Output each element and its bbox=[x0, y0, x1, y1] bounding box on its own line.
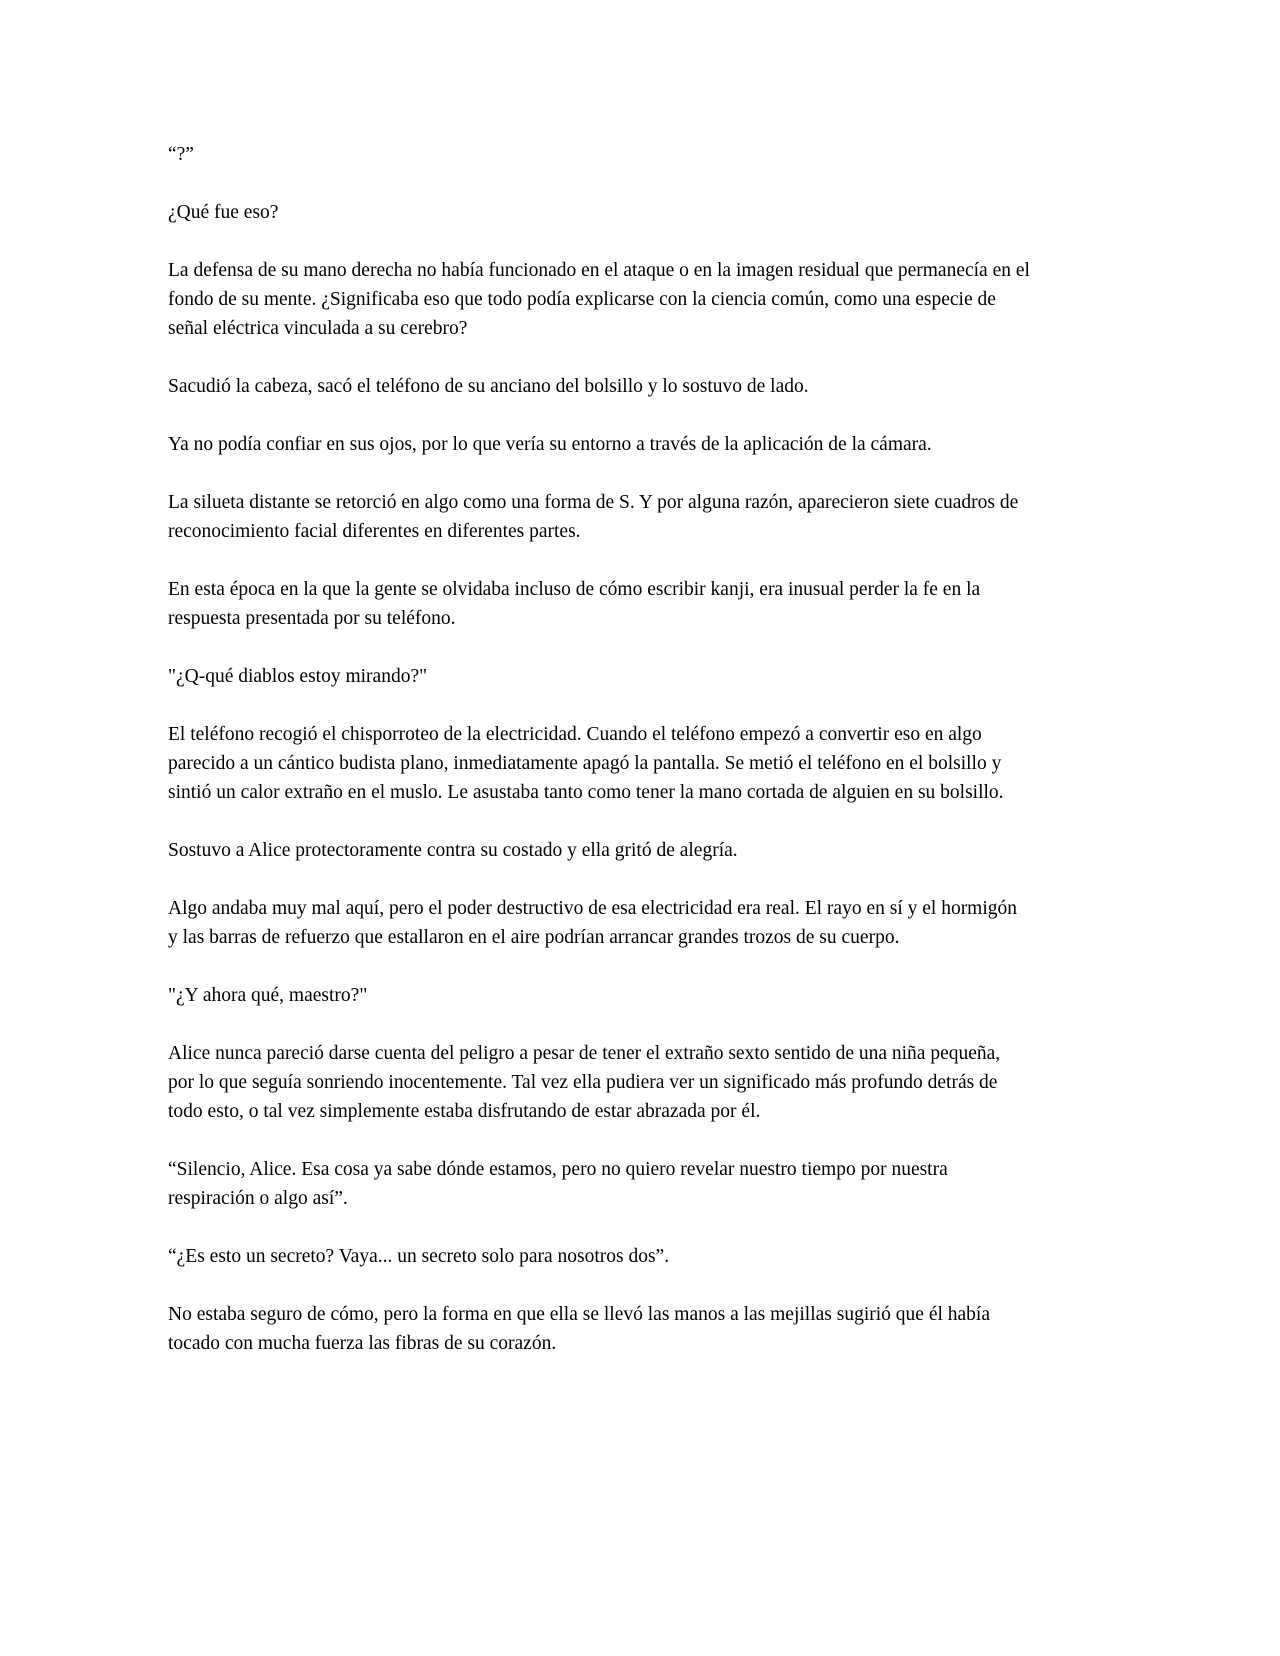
paragraph: El teléfono recogió el chisporroteo de la electricidad. Cuando el teléfono empezó a convertir eso en algo parecido a un cántico budista plano, inmediatamente apagó la pantalla. Se metió el teléfono en el bolsillo y sintió un calor extraño en el muslo. Le asustaba tanto como tener la mano cortada de alguien en su bolsillo. bbox=[168, 724, 1004, 803]
document-body bbox=[168, 140, 1030, 1358]
paragraph: Algo andaba muy mal aquí, pero el poder destructivo de esa electricidad era real. El rayo en sí y el hormigón y las barras de refuerzo que estallaron en el aire podrían arrancar grandes trozos de su cuerpo. bbox=[168, 898, 1018, 948]
paragraph: "¿Y ahora qué, maestro?" bbox=[168, 985, 368, 1006]
paragraph: “¿Es esto un secreto? Vaya... un secreto solo para nosotros dos”. bbox=[168, 1246, 670, 1267]
paragraph: Alice nunca pareció darse cuenta del peligro a pesar de tener el extraño sexto sentido de una niña pequeña, por lo que seguía sonriendo inocentemente. Tal vez ella pudiera ver un significado más profundo detrás de todo esto, o tal vez simplemente estaba disfrutando de estar abrazada por él. bbox=[168, 1043, 1001, 1122]
paragraph: “Silencio, Alice. Esa cosa ya sabe dónde estamos, pero no quiero revelar nuestro tiempo por nuestra respiración o algo así”. bbox=[168, 1159, 948, 1209]
paragraph: La silueta distante se retorció en algo como una forma de S. Y por alguna razón, aparecieron siete cuadros de reconocimiento facial diferentes en diferentes partes. bbox=[168, 492, 1019, 542]
paragraph: Sostuvo a Alice protectoramente contra su costado y ella gritó de alegría. bbox=[168, 840, 738, 861]
paragraph: “?” bbox=[168, 144, 194, 165]
paragraph: Ya no podía confiar en sus ojos, por lo que vería su entorno a través de la aplicación de la cámara. bbox=[168, 434, 932, 455]
paragraph: La defensa de su mano derecha no había funcionado en el ataque o en la imagen residual que permanecía en el fondo de su mente. ¿Significaba eso que todo podía explicarse con la ciencia común, como una especie de señal eléctrica vinculada a su cerebro? bbox=[168, 260, 1030, 339]
paragraph: "¿Q-qué diablos estoy mirando?" bbox=[168, 666, 428, 687]
paragraph: Sacudió la cabeza, sacó el teléfono de su anciano del bolsillo y lo sostuvo de lado. bbox=[168, 376, 809, 397]
paragraph: En esta época en la que la gente se olvidaba incluso de cómo escribir kanji, era inusual perder la fe en la respuesta presentada por su teléfono. bbox=[168, 579, 981, 629]
paragraph: No estaba seguro de cómo, pero la forma en que ella se llevó las manos a las mejillas sugirió que él había tocado con mucha fuerza las fibras de su corazón. bbox=[168, 1304, 990, 1354]
paragraph: ¿Qué fue eso? bbox=[168, 202, 279, 223]
